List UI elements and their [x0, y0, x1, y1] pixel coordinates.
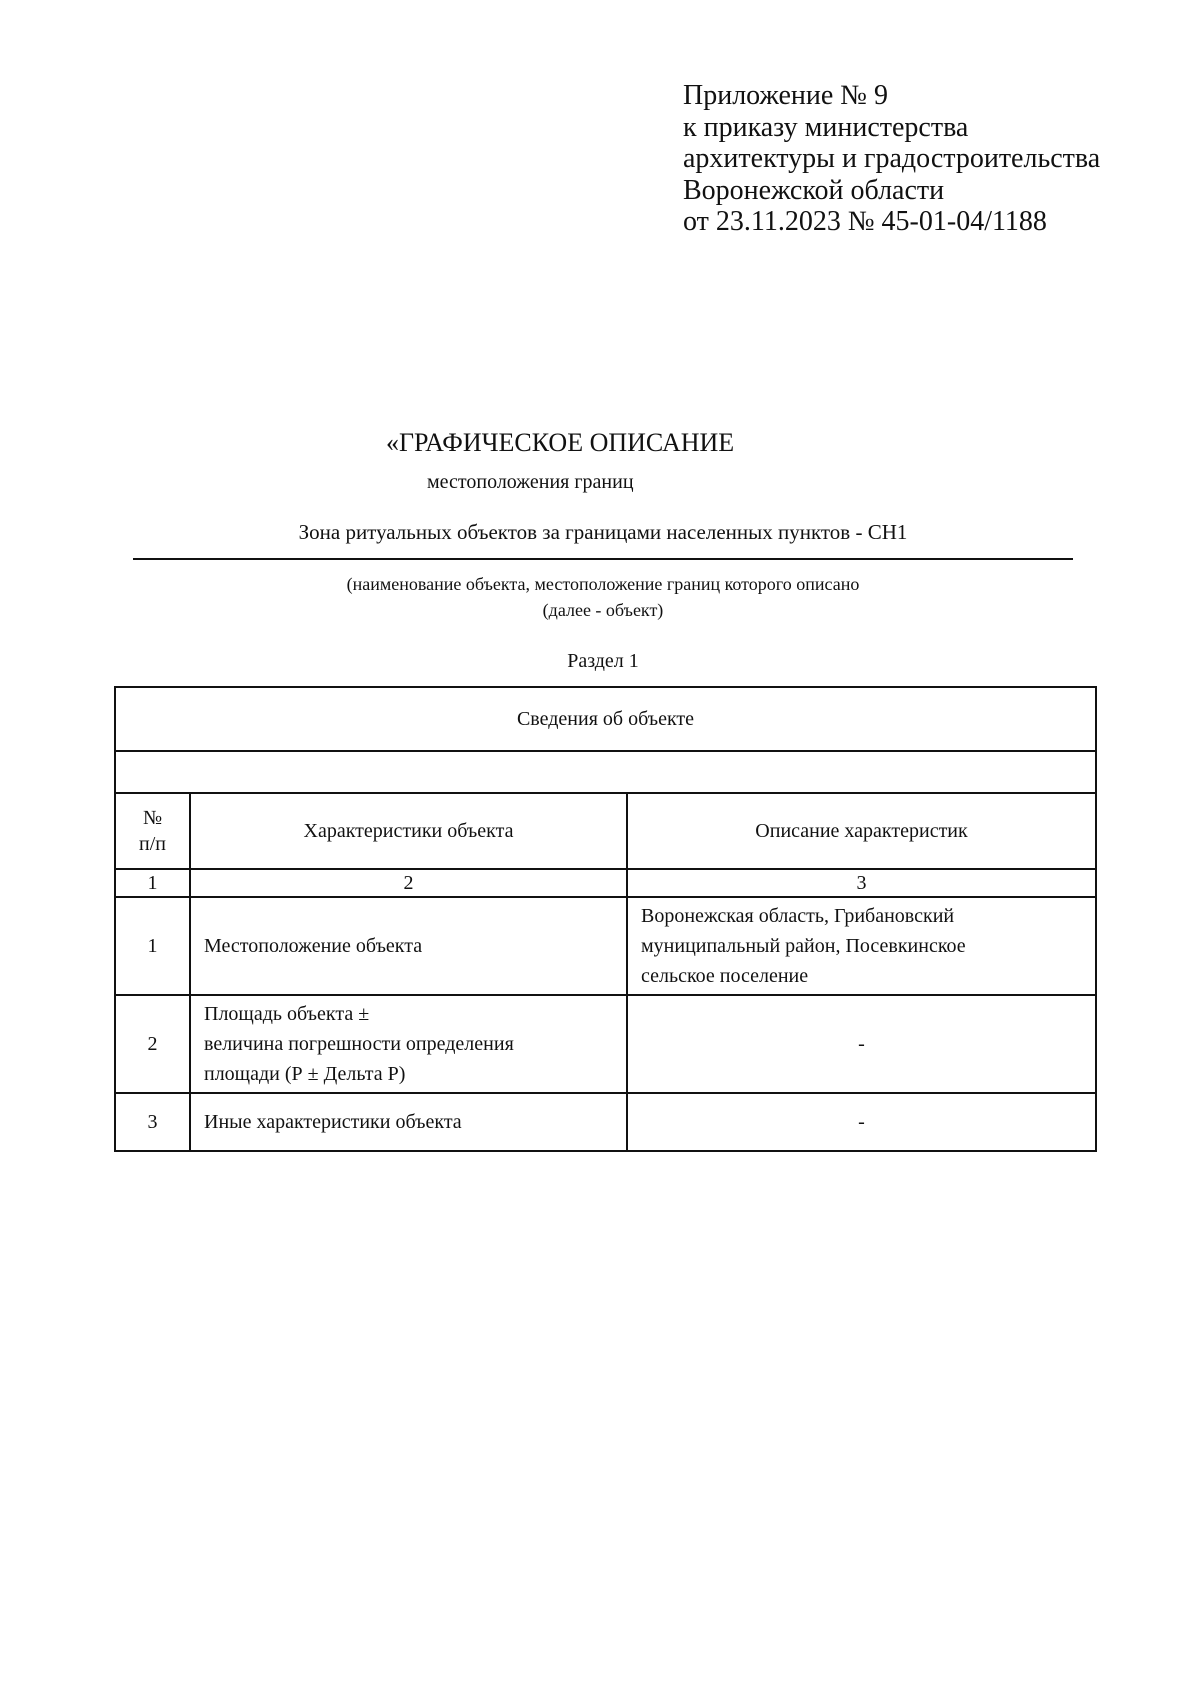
object-name-underline [133, 558, 1073, 560]
object-info-table [114, 686, 1097, 1152]
table-header-row [115, 687, 1096, 751]
caption-line: (далее - объект) [542, 600, 664, 620]
table-column-number-row [115, 869, 1096, 897]
column-header-num-line: № [142, 807, 163, 829]
appendix-line: архитектуры и градостроительства [683, 143, 1101, 174]
column-header-num-line: п/п [139, 833, 166, 855]
appendix-line: Воронежской области [683, 174, 945, 206]
column-number: 1 [115, 869, 190, 897]
row-description: - [627, 995, 1096, 1093]
row-description-line: муниципальный район, Посевкинское [641, 935, 966, 957]
table-column-header-row [115, 793, 1096, 869]
table-row [115, 897, 1096, 995]
document-subtitle: местоположения границ [427, 471, 634, 493]
column-header-num [115, 793, 190, 869]
row-description-line: сельское поселение [641, 965, 809, 987]
section-label: Раздел 1 [567, 650, 639, 672]
row-characteristic-line: Местоположение объекта [204, 935, 423, 957]
row-characteristic-line: величина погрешности определения [204, 1033, 514, 1055]
row-description [627, 897, 1096, 995]
table-blank-cell [115, 751, 1096, 793]
row-characteristic [190, 897, 627, 995]
row-number: 2 [115, 995, 190, 1093]
column-number: 2 [190, 869, 627, 897]
document-title: «ГРАФИЧЕСКОЕ ОПИСАНИЕ [386, 428, 735, 457]
row-characteristic-line: Площадь объекта ± [204, 1003, 370, 1025]
table-row [115, 995, 1096, 1093]
row-characteristic-line: площади (Р ± Дельта Р) [204, 1063, 406, 1085]
appendix-note [683, 80, 1100, 238]
row-characteristic-line: Иные характеристики объекта [204, 1111, 462, 1133]
caption-line: (наименование объекта, местоположение границ которого описано [346, 574, 860, 594]
row-description-line: Воронежская область, Грибановский [641, 905, 955, 927]
column-number: 3 [627, 869, 1096, 897]
row-description: - [627, 1093, 1096, 1151]
column-header-characteristics: Характеристики объекта [190, 793, 627, 869]
column-header-description: Описание характеристик [627, 793, 1096, 869]
appendix-line: от 23.11.2023 № 45-01-04/1188 [683, 206, 1047, 237]
object-name-caption [133, 571, 1073, 623]
object-name: Зона ритуальных объектов за границами населенных пунктов - СН1 [298, 520, 908, 544]
appendix-line: к приказу министерства [683, 111, 969, 143]
table-row [115, 1093, 1096, 1151]
row-number: 1 [115, 897, 190, 995]
row-characteristic [190, 1093, 627, 1151]
table-header-cell: Сведения об объекте [115, 687, 1096, 751]
row-number: 3 [115, 1093, 190, 1151]
appendix-line: Приложение № 9 [683, 80, 888, 111]
row-characteristic [190, 995, 627, 1093]
table-blank-row [115, 751, 1096, 793]
